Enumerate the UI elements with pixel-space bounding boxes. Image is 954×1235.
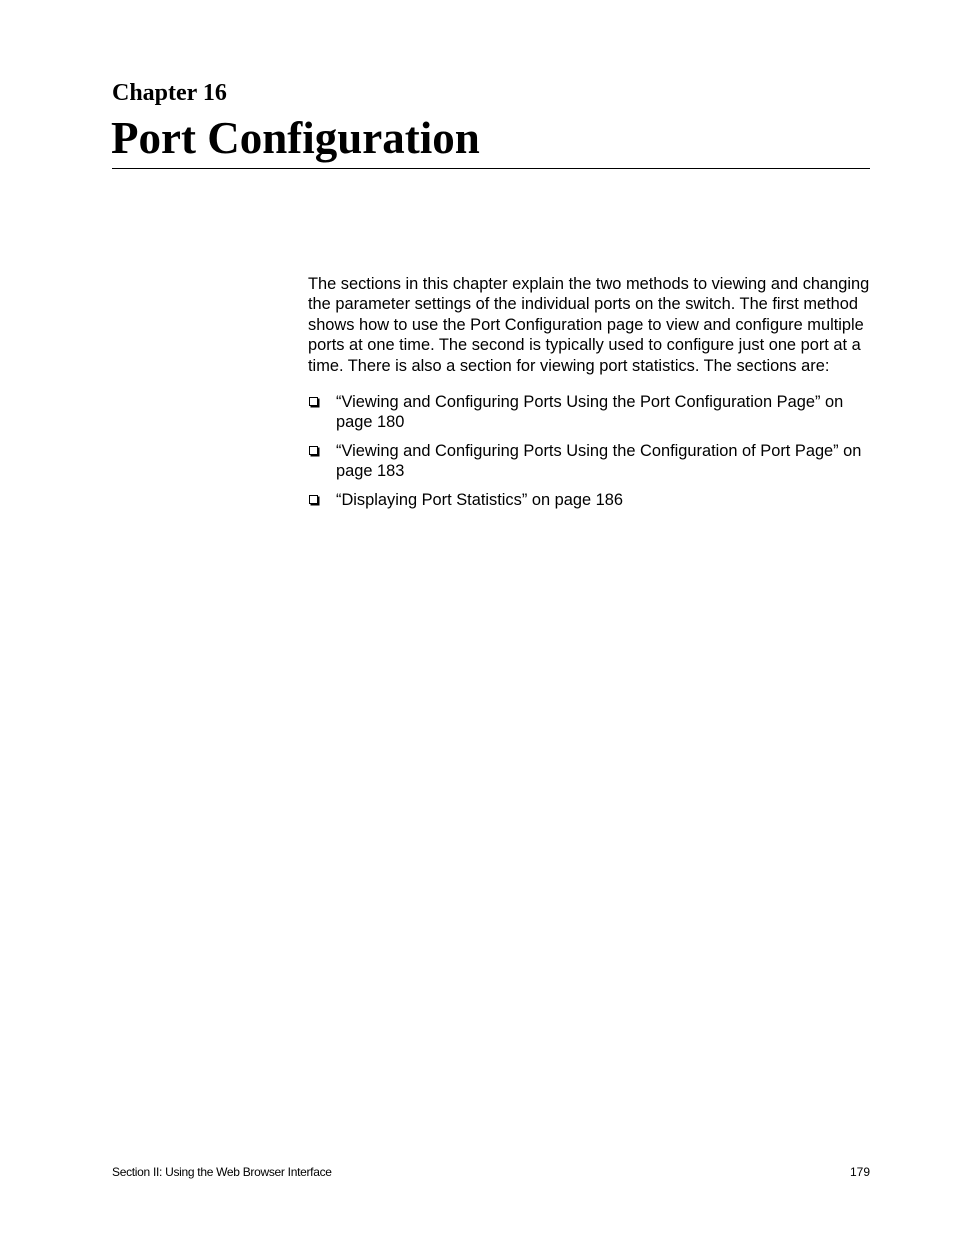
title-divider [112, 168, 870, 169]
list-item [308, 392, 874, 433]
list-item [308, 441, 874, 482]
chapter-body [308, 274, 874, 518]
section-link-configuration-of-port-page[interactable]: “Viewing and Configuring Ports Using the Configuration of Port Page” on page 183 [336, 441, 862, 481]
footer-section-text: Section II: Using the Web Browser Interface [112, 1165, 332, 1179]
section-link-port-statistics[interactable]: “Displaying Port Statistics” on page 186 [336, 490, 623, 509]
checkbox-bullet-icon [309, 446, 318, 455]
checkbox-bullet-icon [309, 397, 318, 406]
list-item [308, 490, 874, 510]
section-link-port-configuration-page[interactable]: “Viewing and Configuring Ports Using the Port Configuration Page” on page 180 [336, 393, 844, 432]
section-list [308, 392, 874, 510]
chapter-title: Port Configuration [111, 113, 480, 163]
checkbox-bullet-icon [309, 495, 318, 504]
footer-page-number: 179 [849, 1165, 870, 1179]
intro-paragraph: The sections in this chapter explain the two methods to viewing and changing the parameter settings of the individual ports on the switch. The first method shows how to use the Port Configuration page to view and configure multiple ports at one time. The second is typically used to configure just one port at a time. There is also a section for viewing port statistics. The sections are: [308, 275, 870, 375]
chapter-label: Chapter 16 [112, 80, 227, 106]
